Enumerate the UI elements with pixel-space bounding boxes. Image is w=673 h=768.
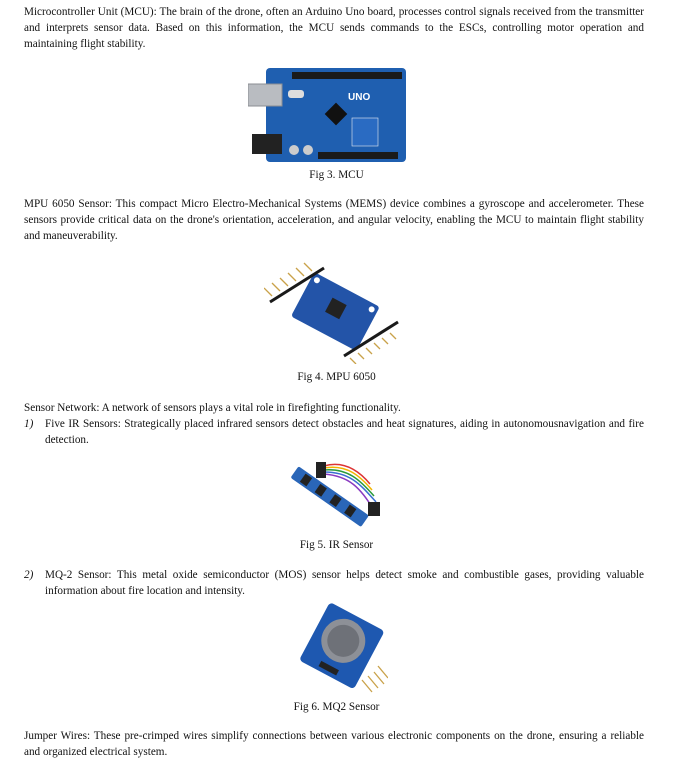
board-label: UNO — [348, 92, 371, 103]
caption-fig-5: Fig 5. IR Sensor — [299, 539, 374, 551]
list-item-ir-sensors: Five IR Sensors: Strategically placed infrared sensors detect obstacles and heat signatures, aiding in autonomousnavigation and fire detection. — [45, 418, 644, 446]
figure-4-mpu6050-image — [264, 262, 404, 364]
figure-5-ir-sensor-image — [290, 458, 385, 534]
paragraph-mpu6050: MPU 6050 Sensor: This compact Micro Electro-Mechanical Systems (MEMS) device combines a gyroscope and accelerometer. These sensors provide critical data on the drone's orientation, acceleration, and angular velocity, enabling the MCU to maintain flight stability and maneuverability. — [24, 198, 644, 242]
caption-fig-4: Fig 4. MPU 6050 — [297, 371, 376, 383]
paragraph-jumper-wires: Jumper Wires: These pre-crimped wires simplify connections between various electronic components on the drone, ensuring a reliable and organized electrical system. — [24, 730, 644, 758]
caption-fig-3: Fig 3. MCU — [309, 169, 364, 181]
list-number-2: 2) — [24, 569, 34, 581]
figure-3-arduino-uno-image — [248, 66, 408, 164]
list-number-1: 1) — [24, 418, 34, 430]
figure-6-mq2-sensor-image — [300, 602, 388, 694]
caption-fig-6: Fig 6. MQ2 Sensor — [293, 701, 380, 713]
paragraph-mcu: Microcontroller Unit (MCU): The brain of the drone, often an Arduino Uno board, processes control signals received from the transmitter and interprets sensor data. Based on this information, the MCU sends commands to the ESCs, controlling motor operation and maintaining flight stability. — [24, 6, 644, 50]
paragraph-sensor-network: Sensor Network: A network of sensors plays a vital role in firefighting functionality. — [24, 402, 401, 414]
list-item-mq2-sensor: MQ-2 Sensor: This metal oxide semiconductor (MOS) sensor helps detect smoke and combustible gases, providing valuable information about fire location and intensity. — [45, 569, 644, 597]
